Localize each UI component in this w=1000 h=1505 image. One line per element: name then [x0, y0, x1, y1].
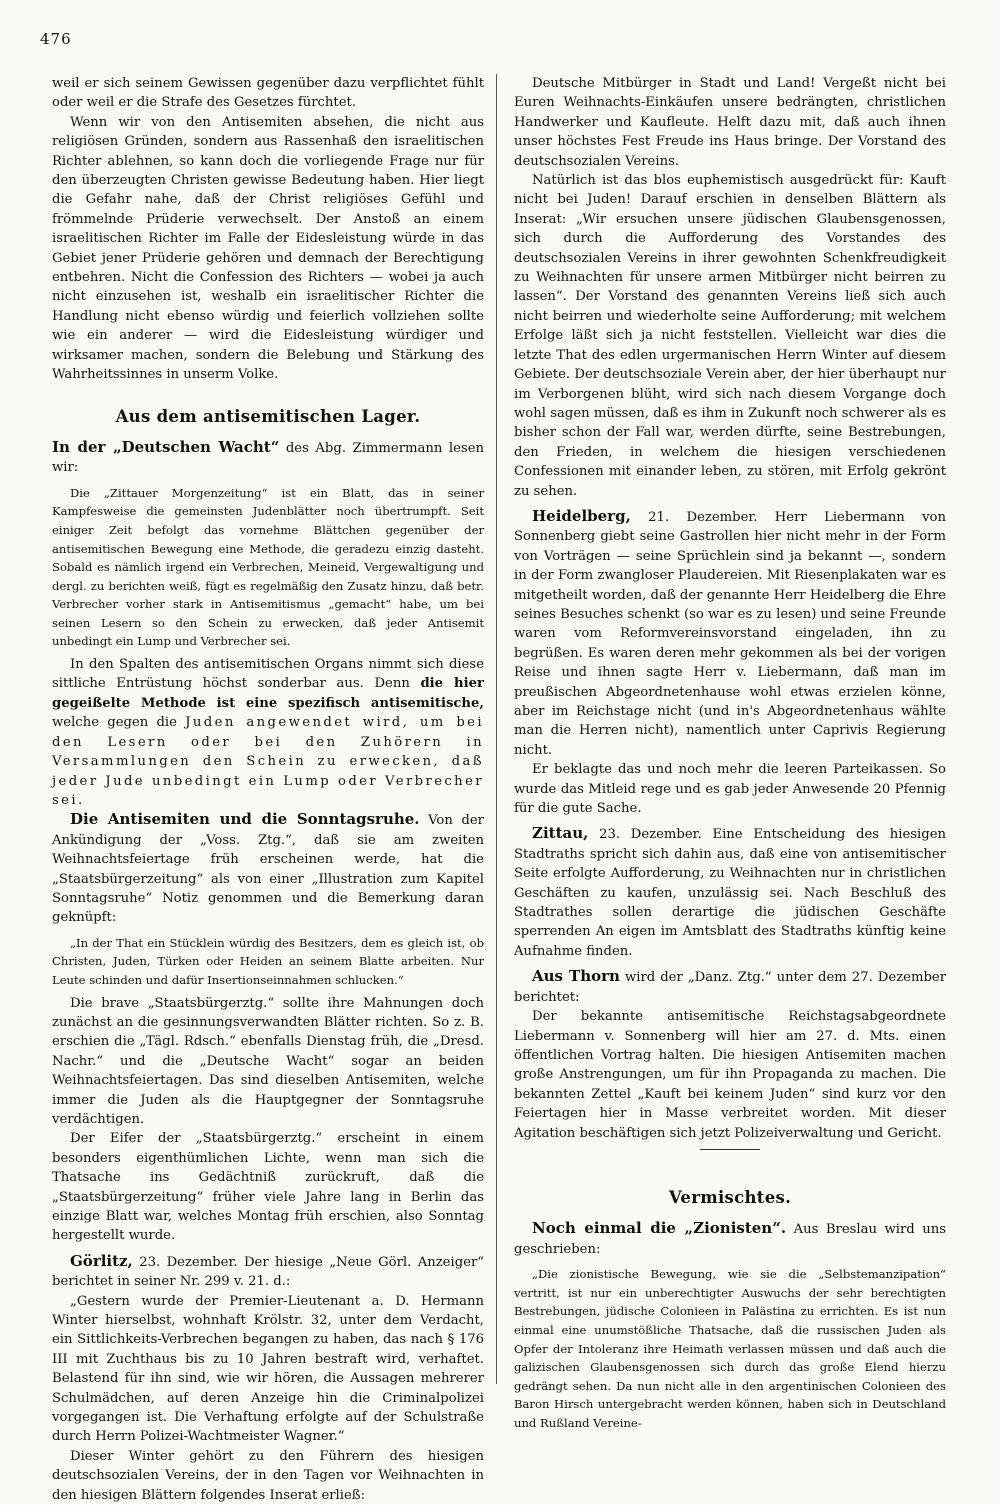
quote-block: „In der That ein Stücklein würdig des Besitzers, dem es gleich ist, ob Christen, Juden, Türken oder Heiden an seinem Blatte arbeiten. Nur Leute schinden und dafür Insertionseinnahmen schlucken.“ [52, 935, 484, 987]
article-lead: Aus Thorn [532, 967, 620, 986]
article-lead: Görlitz, [70, 1251, 133, 1270]
paragraph: Dieser Winter gehört zu den Führern des hiesigen deutschsozialen Vereins, der in den Tagen vor Weihnachten in den hiesigen Blättern folgendes Inserat erließ: [52, 1448, 484, 1503]
paragraph: Natürlich ist das blos euphemistisch ausgedrückt für: Kauft nicht bei Juden! Darauf erschien in denselben Blättern als Inserat: „Wir ersuchen unsere jüdischen Glaubensgenossen, sich durch die Aufforderung des Vorstandes des deutschsozialen Vereins in ihrer gewohnten Schenkfreudigkeit zu Weihnachten für unsere armen Mitbürger nicht beirren zu lassen“. Der Vorstand des genannten Vereins ließ sich auch nicht beirren und wiederholte seine Aufforderung; mit welchem Erfolge läßt sich ja nicht feststellen. Vielleicht war dies die letzte That des edlen urgermanischen Herrn Winter auf diesem Gebiete. Der deutschsoziale Verein aber, der hier überhaupt nur im Verborgenen blüht, wird sich nach diesem Vorgange doch wohl sagen müssen, daß es ihm in Zukunft noch schwerer als es bisher schon der Fall war, werden dürfte, seine Bestrebungen, den Frieden, in welchem die hiesigen verschiedenen Confessionen mit einander leben, zu stören, mit Erfolg gekrönt zu sehen. [514, 173, 946, 499]
article-lead: Heidelberg, [532, 506, 631, 525]
article-text: 23. Dezember. Eine Entscheidung des hiesigen Stadtraths spricht sich dahin aus, daß eine von antisemitischer Seite erfolgte Aufforderung, zu Weihnachten nur in christlichen Geschäften zu kaufen, unzulässig sei. Nach Beschluß des Stadtrathes sollen derartige die jüdischen Geschäfte sperrenden An eigen im Amtsblatt des Stadtraths künftig keine Aufnahme finden. [514, 827, 946, 959]
right-column [514, 74, 946, 1437]
article-lead: Zittau, [532, 824, 589, 843]
paragraph: Die brave „Staatsbürgerztg.“ sollte ihre Mahnungen doch zunächst an die gesinnungsverwandten Blätter richten. So z. B. erschien die „Tägl. Rdsch.“ ebenfalls Dienstag früh, die „Dresd. Nachr.“ und die „Deutsche Wacht“ sogar an beiden Weihnachtsfeiertagen. Das sind dieselben Antisemiten, welche immer die Juden als die Hauptgegner der Sonntagsruhe verdächtigen. [52, 995, 484, 1127]
paragraph: Er beklagte das und noch mehr die leeren Parteikassen. So wurde das Mitleid rege und es gab jeder Anwesende 20 Pfennig für die gute Sache. [514, 762, 946, 817]
paragraph: Deutsche Mitbürger in Stadt und Land! Vergeßt nicht bei Euren Weihnachts-Einkäufen unsere bedrängten, christlichen Handwerker und Kaufleute. Helft dazu mit, daß auch ihnen unser höchstes Fest Freude ins Haus bringe. Der Vorstand des deutschsozialen Vereins. [514, 76, 946, 169]
article-thorn [514, 967, 946, 1007]
section-heading: Vermischtes. [668, 1187, 792, 1207]
article-text: Von der Ankündigung der „Voss. Ztg.“, daß sie am zweiten Weihnachtsfeiertage früh erscheinen werde, hat die „Staatsbürgerzeitung“ als von einer „Illustration zum Kapitel Sonntagsruhe“ Notiz genommen und die Bemerkung daran geknüpft: [52, 813, 484, 926]
spaced-text-run: Juden angewendet wird, um bei den Lesern oder bei den Zuhörern in Versammlungen den Schein zu erwecken, daß jeder Jude unbedingt ein Lump oder Verbrecher sei. [52, 715, 484, 808]
article-text: 21. Dezember. Herr Liebermann von Sonnenberg giebt seine Gastrollen hier nicht mehr in der Form von Vorträgen — seine Sprüchlein sind ja bekannt —, sondern in der Form zwangloser Plaudereien. Mit Riesenplakaten war es mitgetheilt worden, daß der genannte Herr Heidelberg die Ehre seines Besuches schenkt (so war es zu lesen) und seine Freunde waren vom Reformvereinsvorstand eingeladen, ihn zu begrüßen. Es waren deren mehr gekommen als bei der vorigen Reise und ihnen sagte Herr v. Liebermann, daß man im preußischen Abgeordnetenhause wohl etwas erzielen könne, aber im Reichstage nicht (und in's Abgeordnetenhaus wählte man die Herren nicht), namentlich unter Caprivis Regierung nicht. [514, 509, 946, 758]
quote-block: „Die zionistische Bewegung, wie sie die „Selbstemanzipation“ vertritt, ist nur ein unberechtigter Auswuchs der sehr berechtigten Bestrebungen, jüdische Colonieen in Palästina zu errichten. Es ist nun einmal eine unumstößliche Thatsache, daß die russischen Juden als Opfer der Intoleranz ihre Heimath verlassen müssen und daß auch die galizischen Glaubensgenossen sich durch das große Elend hierzu gedrängt sehen. Da nun nicht alle in den argentinischen Colonieen des Baron Hirsch untergebracht werden können, haben sich in Deutschland und Rußland Vereine- [514, 1267, 946, 1430]
article-zittau [514, 824, 946, 961]
article-intro: des Abg. Zimmermann lesen wir: [52, 440, 485, 476]
separator-rule [700, 1149, 760, 1150]
article-wacht [52, 438, 484, 478]
article-text: wird der „Danz. Ztg.“ unter dem 27. Dezember berichtet: [514, 970, 946, 1005]
page-number: 476 [40, 30, 72, 48]
left-column [52, 74, 484, 1505]
text-run: welche gegen die [52, 715, 186, 731]
article-lead: In der „Deutschen Wacht“ [52, 437, 280, 456]
article-goerlitz [52, 1252, 484, 1292]
article-text: Aus Breslau wird uns geschrieben: [514, 1222, 946, 1257]
paragraph: Wenn wir von den Antisemiten absehen, die nicht aus religiösen Gründen, sondern aus Rassenhaß den israelitischen Richter ablehnen, so kann doch die vorliegende Frage nur für den überzeugten Christen gewisse Bedeutung haben. Hier liegt die Gefahr nahe, daß der Christ religiöses Gefühl und frömmelnde Prüderie verwechselt. Der Anstoß an einem israelitischen Richter im Falle der Eidesleistung würde in das Gebiet jener Prüderie gehören und demnach der Berechtigung entbehren. Nicht die Confession des Richters — wobei ja auch nicht einzusehen ist, weshalb ein israelitischer Richter die Handlung nicht ebenso würdig und feierlich vollziehen sollte wie ein anderer — wird die Eidesleistung würdiger und wirksamer machen, sondern die Belebung und Stärkung des Wahrheitssinnes in unserm Volke. [52, 114, 484, 383]
bold-text-run: die hier gegeißelte Methode ist eine spezifisch antisemitische, [52, 676, 484, 711]
article-lead: Die Antisemiten und die Sonntagsruhe. [70, 810, 420, 829]
article-sonntagsruhe [52, 810, 484, 927]
quote-block: Die „Zittauer Morgenzeitung“ ist ein Blatt, das in seiner Kampfesweise die gemeinsten Judenblätter noch übertrumpft. Seit einiger Zeit befolgt das vornehme Blättchen gegenüber der antisemitischen Bewegung eine Methode, die geradezu einzig dasteht. Sobald es nämlich irgend ein Verbrechen, Meineid, Vergewaltigung und dergl. zu berichten weiß, fügt es regelmäßig den Zusatz hinzu, daß betr. Verbrecher vorher stark in Antisemitismus „gemacht“ habe, um bei seinen Lesern so den Schein zu erwecken, daß jeder Antisemit unbedingt ein Lump und Verbrecher sei. [52, 485, 484, 649]
paragraph: „Gestern wurde der Premier-Lieutenant a. D. Hermann Winter hierselbst, wohnhaft Krölstr. 32, unter dem Verdacht, ein Sittlichkeits-Verbrechen begangen zu haben, das nach § 176 III mit Zuchthaus bis zu 10 Jahren bestraft wird, verhaftet. Belastend für ihn sind, wie wir hören, die Aussagen mehrerer Schulmädchen, auf deren Anzeige hin die Criminalpolizei vorgegangen ist. Die Verhaftung erfolgte auf der Schulstraße durch Herrn Polizei-Wachtmeister Wagner.“ [52, 1293, 484, 1445]
paragraph [52, 655, 484, 810]
section-heading: Aus dem antisemitischen Lager. [115, 406, 421, 426]
text-run: In den Spalten des antisemitischen Organs nimmt sich diese sittliche Entrüstung höchst sonderbar aus. Denn [52, 657, 484, 692]
article-zionisten [514, 1219, 946, 1259]
paragraph: weil er sich seinem Gewissen gegenüber dazu verpflichtet fühlt oder weil er die Strafe des Gesetzes fürchtet. [52, 76, 484, 111]
paragraph: Der bekannte antisemitische Reichstagsabgeordnete Liebermann v. Sonnenberg will hier am 27. d. Mts. einen öffentlichen Vortrag halten. Die hiesigen Antisemiten machen große Anstrengungen, um für ihn Propaganda zu machen. Die bekannten Zettel „Kauft bei keinem Juden“ sind kurz vor den Feiertagen hier in Masse verbreitet worden. Mit dieser Agitation beschäftigen sich jetzt Polizeiverwaltung und Gericht. [514, 1009, 946, 1141]
article-text: 23. Dezember. Der hiesige „Neue Görl. Anzeiger“ berichtet in seiner Nr. 299 v. 21. d.: [52, 1254, 484, 1290]
article-lead: Noch einmal die „Zionisten“. [532, 1219, 787, 1238]
column-divider [496, 74, 497, 1384]
article-heidelberg [514, 507, 946, 760]
paragraph: Der Eifer der „Staatsbürgerztg.“ erscheint in einem besonders eigenthümlichen Lichte, wenn man sich die Thatsache ins Gedächtniß zurückruft, daß die „Staatsbürgerzeitung“ früher viele Jahre lang in Berlin das einzige Blatt war, welches Montag früh erschien, also Sonntag hergestellt wurde. [52, 1131, 484, 1244]
